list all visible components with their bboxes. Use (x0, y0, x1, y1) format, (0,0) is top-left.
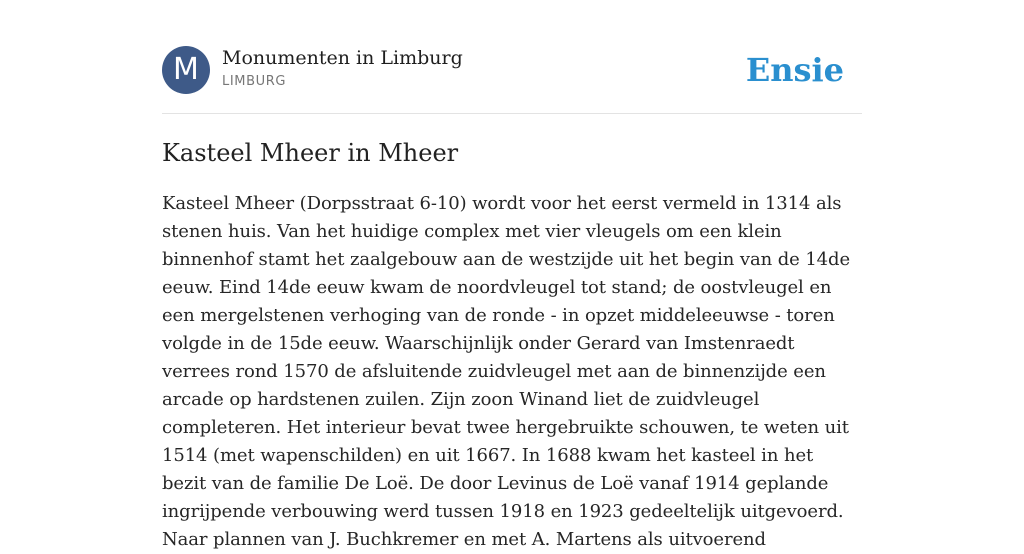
ensie-logo-link[interactable]: Ensie (745, 51, 844, 89)
blog-avatar[interactable] (162, 46, 210, 94)
header-divider (162, 113, 862, 114)
article-body: Kasteel Mheer (Dorpsstraat 6-10) wordt voor het eerst vermeld in 1314 als stenen huis. Van het huidige complex met vier vleugels om een klein binnenhof stamt het zaalgebouw aan de westzijde uit het begin van de 14de eeuw. Eind 14de eeuw kwam de noordvleugel tot stand; de oostvleugel en een mergelstenen verhoging van de ronde - in opzet middeleeuwse - toren volgde in de 15de eeuw. Waarschijnlijk onder Gerard van Imstenraedt verrees rond 1570 de afsluitende zuidvleugel met aan de binnenzijde een arcade op hardstenen zuilen. Zijn zoon Winand liet de zuidvleugel completeren. Het interieur bevat twee hergebruikte schouwen, te weten uit 1514 (met wapenschilden) en uit 1667. In 1688 kwam het kasteel in het bezit van de familie De Loë. De door Levinus de Loë vanaf 1914 geplande ingrijpende verbouwing werd tussen 1918 en 1923 gedeeltelijk uitgevoerd. Naar plannen van J. Buchkremer en met A. Martens als uitvoerend (162, 193, 850, 550)
blog-header (162, 46, 862, 96)
blog-title[interactable]: Monumenten in Limburg (222, 47, 463, 69)
blog-subtitle[interactable]: LIMBURG (222, 74, 287, 89)
article-title: Kasteel Mheer in Mheer (162, 139, 459, 167)
avatar-letter: M (173, 52, 199, 87)
